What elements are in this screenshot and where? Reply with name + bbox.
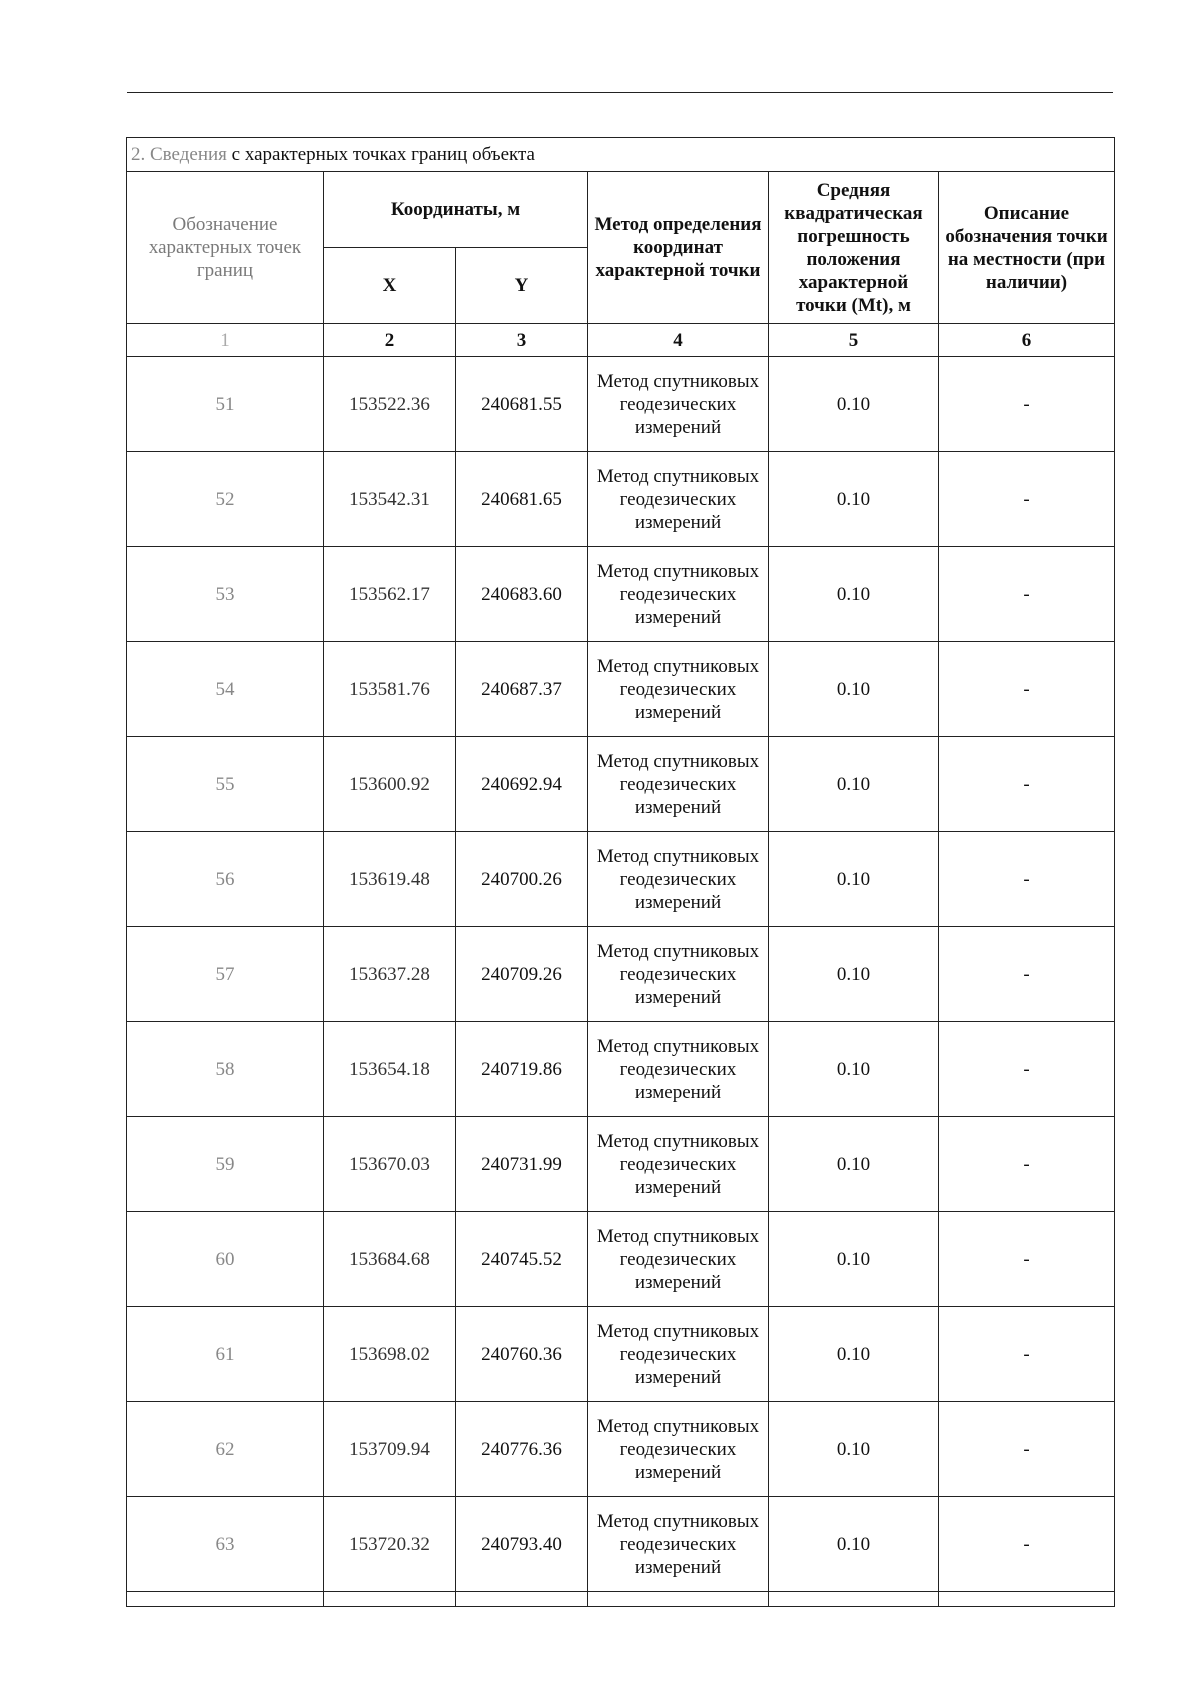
description-cell: - xyxy=(939,1022,1115,1117)
column-number: 6 xyxy=(939,324,1115,357)
table-row xyxy=(127,927,1115,1022)
table-row xyxy=(127,642,1115,737)
description-cell: - xyxy=(939,1307,1115,1402)
table-row xyxy=(127,357,1115,452)
coord-x-cell: 153619.48 xyxy=(324,832,456,927)
header-mean-error: Средняя квадратическая погрешность положения характерной точки (Mt), м xyxy=(769,172,939,324)
description-cell: - xyxy=(939,452,1115,547)
table-row xyxy=(127,1307,1115,1402)
tail-cell xyxy=(588,1592,769,1607)
point-id-cell: 60 xyxy=(127,1212,324,1307)
coord-x-cell: 153562.17 xyxy=(324,547,456,642)
point-id-cell: 62 xyxy=(127,1402,324,1497)
header-method: Метод определения координат характерной точки xyxy=(588,172,769,324)
mean-error-cell: 0.10 xyxy=(769,832,939,927)
header-x: X xyxy=(324,248,456,324)
mean-error-cell: 0.10 xyxy=(769,1022,939,1117)
coord-y-cell: 240681.55 xyxy=(456,357,588,452)
coord-y-cell: 240692.94 xyxy=(456,737,588,832)
coord-y-cell: 240687.37 xyxy=(456,642,588,737)
point-id-cell: 55 xyxy=(127,737,324,832)
point-id-cell: 54 xyxy=(127,642,324,737)
coord-y-cell: 240709.26 xyxy=(456,927,588,1022)
table-row xyxy=(127,1402,1115,1497)
coord-x-cell: 153670.03 xyxy=(324,1117,456,1212)
description-cell: - xyxy=(939,642,1115,737)
table-row xyxy=(127,1212,1115,1307)
point-id-cell: 57 xyxy=(127,927,324,1022)
point-id-cell: 61 xyxy=(127,1307,324,1402)
description-cell: - xyxy=(939,357,1115,452)
table-tail-row xyxy=(127,1592,1115,1607)
coord-x-cell: 153522.36 xyxy=(324,357,456,452)
method-cell: Метод спутниковых геодезических измерений xyxy=(588,642,769,737)
column-number: 1 xyxy=(127,324,324,357)
description-cell: - xyxy=(939,1117,1115,1212)
mean-error-cell: 0.10 xyxy=(769,642,939,737)
column-number: 4 xyxy=(588,324,769,357)
coord-x-cell: 153542.31 xyxy=(324,452,456,547)
coord-y-cell: 240776.36 xyxy=(456,1402,588,1497)
mean-error-cell: 0.10 xyxy=(769,1402,939,1497)
coord-x-cell: 153654.18 xyxy=(324,1022,456,1117)
mean-error-cell: 0.10 xyxy=(769,927,939,1022)
boundary-points-sheet xyxy=(126,137,1114,1607)
point-id-cell: 53 xyxy=(127,547,324,642)
description-cell: - xyxy=(939,737,1115,832)
coord-y-cell: 240745.52 xyxy=(456,1212,588,1307)
description-cell: - xyxy=(939,1497,1115,1592)
boundary-points-table xyxy=(126,137,1115,1607)
header-coordinates: Координаты, м xyxy=(324,172,588,248)
table-row xyxy=(127,547,1115,642)
coord-x-cell: 153637.28 xyxy=(324,927,456,1022)
tail-cell xyxy=(939,1592,1115,1607)
header-description: Описание обозначения точки на местности (при наличии) xyxy=(939,172,1115,324)
tail-cell xyxy=(456,1592,588,1607)
mean-error-cell: 0.10 xyxy=(769,357,939,452)
coord-x-cell: 153600.92 xyxy=(324,737,456,832)
description-cell: - xyxy=(939,547,1115,642)
table-row xyxy=(127,832,1115,927)
method-cell: Метод спутниковых геодезических измерений xyxy=(588,357,769,452)
coord-y-cell: 240719.86 xyxy=(456,1022,588,1117)
method-cell: Метод спутниковых геодезических измерений xyxy=(588,1212,769,1307)
tail-cell xyxy=(127,1592,324,1607)
mean-error-cell: 0.10 xyxy=(769,1497,939,1592)
column-number: 2 xyxy=(324,324,456,357)
top-rule xyxy=(127,92,1113,93)
table-row xyxy=(127,1497,1115,1592)
section-title xyxy=(127,138,1115,172)
point-id-cell: 51 xyxy=(127,357,324,452)
point-id-cell: 59 xyxy=(127,1117,324,1212)
point-id-cell: 58 xyxy=(127,1022,324,1117)
mean-error-cell: 0.10 xyxy=(769,1117,939,1212)
point-id-cell: 56 xyxy=(127,832,324,927)
method-cell: Метод спутниковых геодезических измерений xyxy=(588,737,769,832)
header-point-designation: Обозначение характерных точек границ xyxy=(127,172,324,324)
points-table-body xyxy=(127,357,1115,1592)
coord-y-cell: 240731.99 xyxy=(456,1117,588,1212)
tail-cell xyxy=(324,1592,456,1607)
coord-x-cell: 153581.76 xyxy=(324,642,456,737)
description-cell: - xyxy=(939,832,1115,927)
method-cell: Метод спутниковых геодезических измерений xyxy=(588,832,769,927)
section-title-rest: с характерных точках границ объекта xyxy=(226,144,535,165)
mean-error-cell: 0.10 xyxy=(769,452,939,547)
method-cell: Метод спутниковых геодезических измерений xyxy=(588,1497,769,1592)
description-cell: - xyxy=(939,1402,1115,1497)
mean-error-cell: 0.10 xyxy=(769,1212,939,1307)
table-row xyxy=(127,1022,1115,1117)
method-cell: Метод спутниковых геодезических измерений xyxy=(588,1402,769,1497)
mean-error-cell: 0.10 xyxy=(769,547,939,642)
coord-y-cell: 240700.26 xyxy=(456,832,588,927)
method-cell: Метод спутниковых геодезических измерений xyxy=(588,1117,769,1212)
coord-y-cell: 240683.60 xyxy=(456,547,588,642)
coord-y-cell: 240760.36 xyxy=(456,1307,588,1402)
coord-x-cell: 153709.94 xyxy=(324,1402,456,1497)
column-number: 3 xyxy=(456,324,588,357)
coord-x-cell: 153720.32 xyxy=(324,1497,456,1592)
method-cell: Метод спутниковых геодезических измерений xyxy=(588,927,769,1022)
table-row xyxy=(127,737,1115,832)
mean-error-cell: 0.10 xyxy=(769,1307,939,1402)
table-row xyxy=(127,452,1115,547)
section-title-prefix: 2. Сведения xyxy=(131,144,227,165)
method-cell: Метод спутниковых геодезических измерений xyxy=(588,547,769,642)
point-id-cell: 52 xyxy=(127,452,324,547)
coord-y-cell: 240681.65 xyxy=(456,452,588,547)
header-y: Y xyxy=(456,248,588,324)
coord-x-cell: 153684.68 xyxy=(324,1212,456,1307)
coord-x-cell: 153698.02 xyxy=(324,1307,456,1402)
column-number: 5 xyxy=(769,324,939,357)
description-cell: - xyxy=(939,927,1115,1022)
tail-cell xyxy=(769,1592,939,1607)
method-cell: Метод спутниковых геодезических измерений xyxy=(588,1022,769,1117)
description-cell: - xyxy=(939,1212,1115,1307)
table-row xyxy=(127,1117,1115,1212)
mean-error-cell: 0.10 xyxy=(769,737,939,832)
coord-y-cell: 240793.40 xyxy=(456,1497,588,1592)
method-cell: Метод спутниковых геодезических измерений xyxy=(588,1307,769,1402)
point-id-cell: 63 xyxy=(127,1497,324,1592)
method-cell: Метод спутниковых геодезических измерений xyxy=(588,452,769,547)
